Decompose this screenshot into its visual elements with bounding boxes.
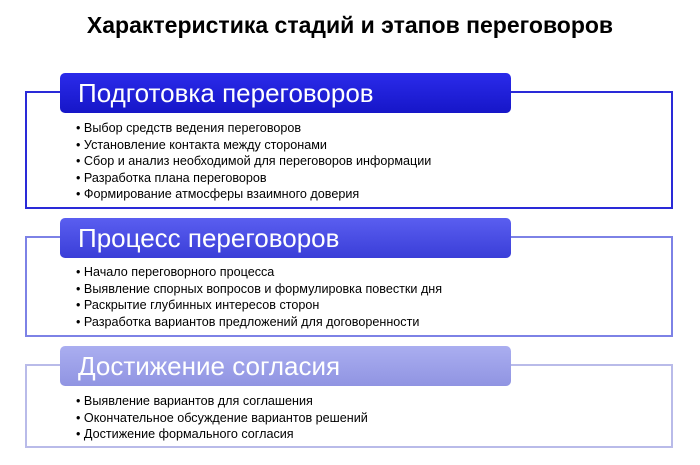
list-item: • Выявление спорных вопросов и формулировка повестки дня [76,281,442,298]
list-item: • Окончательное обсуждение вариантов решений [76,410,368,427]
list-item: • Формирование атмосферы взаимного доверия [76,186,431,203]
list-item: • Достижение формального согласия [76,426,368,443]
list-item: • Начало переговорного процесса [76,264,442,281]
diagram-title: Характеристика стадий и этапов переговоров [86,12,614,38]
stage-items-process [76,264,442,330]
list-item: • Выявление вариантов для соглашения [76,393,368,410]
list-item: • Выбор средств ведения переговоров [76,120,431,137]
stage-header-preparation: Подготовка переговоров [60,73,511,113]
stage-header-agreement: Достижение согласия [60,346,511,386]
list-item: • Раскрытие глубинных интересов сторон [76,297,442,314]
list-item: • Разработка вариантов предложений для договоренности [76,314,442,331]
stage-items-preparation [76,120,431,203]
list-item: • Сбор и анализ необходимой для переговоров информации [76,153,431,170]
stage-items-agreement [76,393,368,443]
list-item: • Разработка плана переговоров [76,170,431,187]
stage-header-process: Процесс переговоров [60,218,511,258]
list-item: • Установление контакта между сторонами [76,137,431,154]
